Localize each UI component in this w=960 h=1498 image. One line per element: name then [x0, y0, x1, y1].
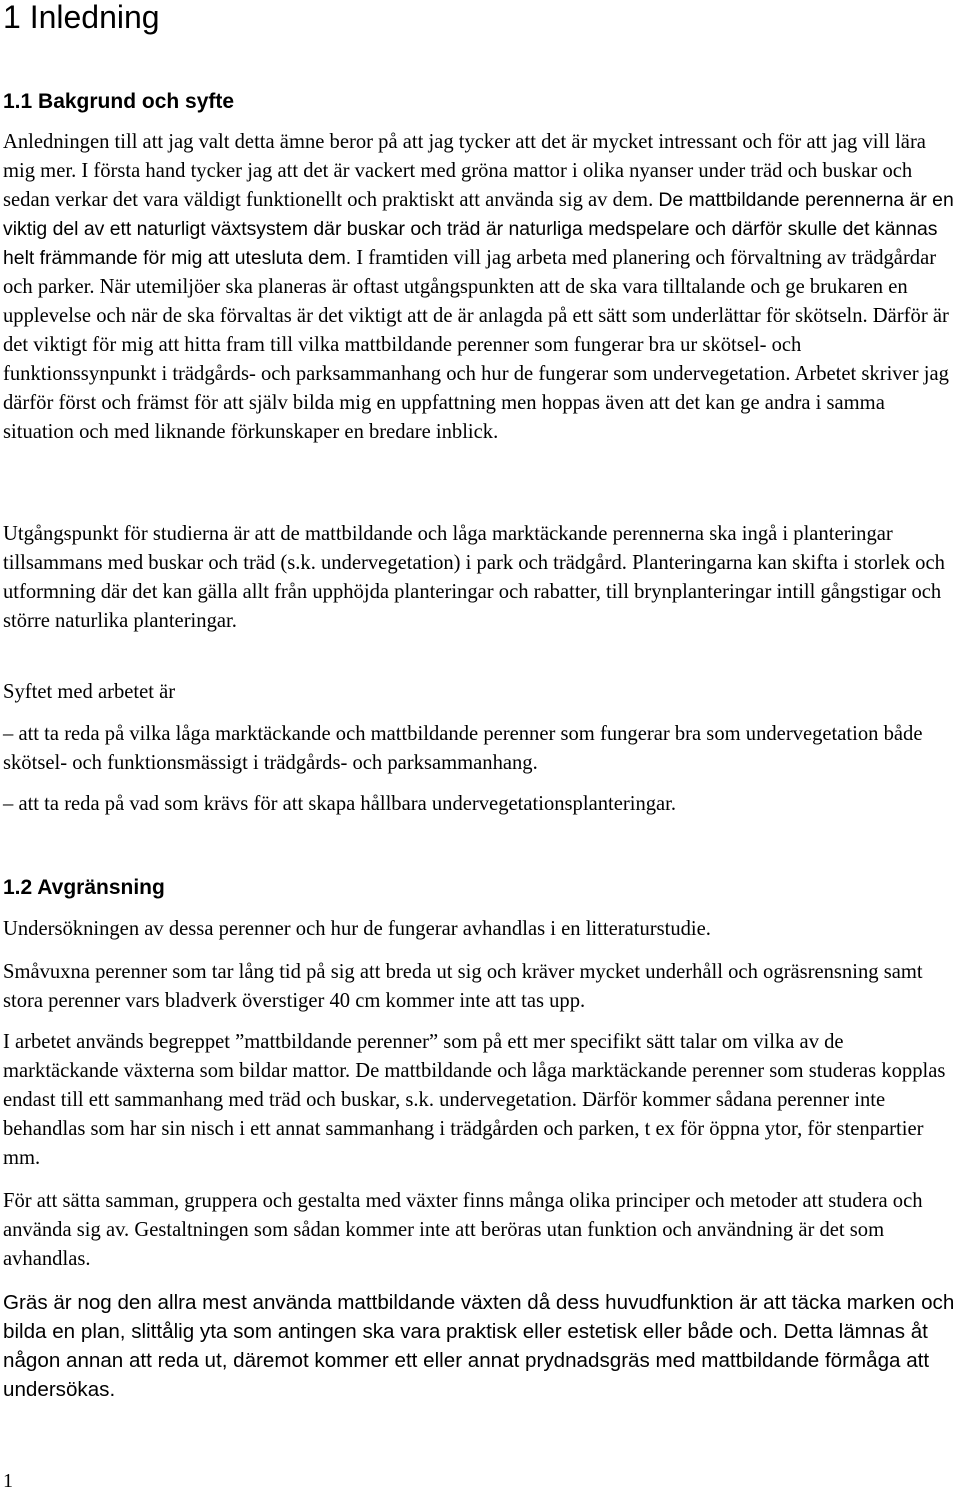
- delimitation-paragraph-4: För att sätta samman, gruppera och gestalta med växter finns många olika principer och metoder att studera och använda sig av. Gestaltningen som sådan kommer inte att beröras utan funktion och användning är det som avhandlas.: [3, 1190, 923, 1270]
- background-paragraph-1-sans-future: I framtiden vill jag arbeta med planering och förvaltning av trädgårdar och parker. När utemiljöer ska planeras är oftast utgångspunkten att de ska vara tilltalande och ge brukaren en upplevelse och när de ska förvaltas är det viktigt att de är anlagda på ett sätt som underlättar för skötseln. Därför är det viktigt för mig att hitta fram till vilka mattbildande perenner som fungerar bra ur skötsel- och funktionssynpunkt i trädgårds- och parksammanhang och hur de fungerar som undervegetation. Arbetet skriver jag därför först och främst för att själv bilda mig en uppfattning men hoppas även att det kan ge andra i samma situation och med liknande förkunskaper en bredare inblick.: [3, 247, 949, 443]
- delimitation-paragraph-1: Undersökningen av dessa perenner och hur de fungerar avhandlas i en litteraturstudie.: [3, 918, 711, 940]
- section-heading-background: 1.1 Bakgrund och syfte: [3, 90, 235, 113]
- background-paragraph-2: Utgångspunkt för studierna är att de mattbildande och låga marktäckande perennerna ska ingå i planteringar tillsammans med buskar och träd (s.k. undervegetation) i park och trädgård. Planteringarna kan skifta i storlek och utformning där det kan gälla allt från upphöjda planteringar och rabatter, till brynplanteringar intill gångstigar och större naturlika planteringar.: [3, 523, 945, 632]
- chapter-heading: 1 Inledning: [3, 0, 160, 35]
- purpose-bullet-2: – att ta reda på vad som krävs för att skapa hållbara undervegetationsplanteringar.: [3, 793, 677, 815]
- purpose-intro: Syftet med arbetet är: [3, 681, 176, 703]
- purpose-bullet-1: – att ta reda på vilka låga marktäckande och mattbildande perenner som fungerar bra som undervegetation både skötsel- och funktionsmässigt i trädgårds- och parksammanhang.: [3, 723, 923, 774]
- background-paragraph-1: [3, 128, 955, 447]
- delimitation-paragraph-5: Gräs är nog den allra mest använda mattbildande växten då dess huvudfunktion är att täcka marken och bilda en plan, slittålig yta som antingen ska vara praktisk eller estetisk eller både och. Detta lämnas åt någon annan att reda ut, däremot kommer ett eller annat prydnadsgräs med mattbildande förmåga att undersökas.: [3, 1291, 955, 1401]
- delimitation-paragraph-3: I arbetet används begreppet ”mattbildande perenner” som på ett mer specifikt sätt talar om vilka av de marktäckande växterna som bildar mattor. De mattbildande och låga marktäckande perenner som studeras kopplas endast till ett sammanhang med träd och buskar, s.k. undervegetation. Därför kommer sådana perenner inte behandlas som har sin nisch i ett annat sammanhang i trädgården och parken, t ex för öppna ytor, för stenpartier mm.: [3, 1031, 946, 1169]
- delimitation-paragraph-2: Småvuxna perenner som tar lång tid på sig att breda ut sig och kräver mycket underhåll och ogräsrensning samt stora perenner vars bladverk överstiger 40 cm kommer inte att tas upp.: [3, 961, 923, 1012]
- section-heading-delimitation: 1.2 Avgränsning: [3, 876, 165, 899]
- background-paragraph-1-sans: De mattbildande perennerna är en viktig del av ett naturligt växtsystem där buskar och träd är naturliga medspelare och därför skulle det kännas helt främmande för mig att utesluta dem.: [3, 189, 954, 269]
- background-paragraph-1-serif: Anledningen till att jag valt detta ämne beror på att jag tycker att det är mycket intressant och för att jag vill lära mig mer. I första hand tycker jag att det är vackert med gröna mattor i olika nyanser under träd och buskar och sedan verkar det vara väldigt funktionellt och praktiskt att använda sig av dem.: [3, 131, 926, 211]
- page-number: 1: [3, 1470, 13, 1492]
